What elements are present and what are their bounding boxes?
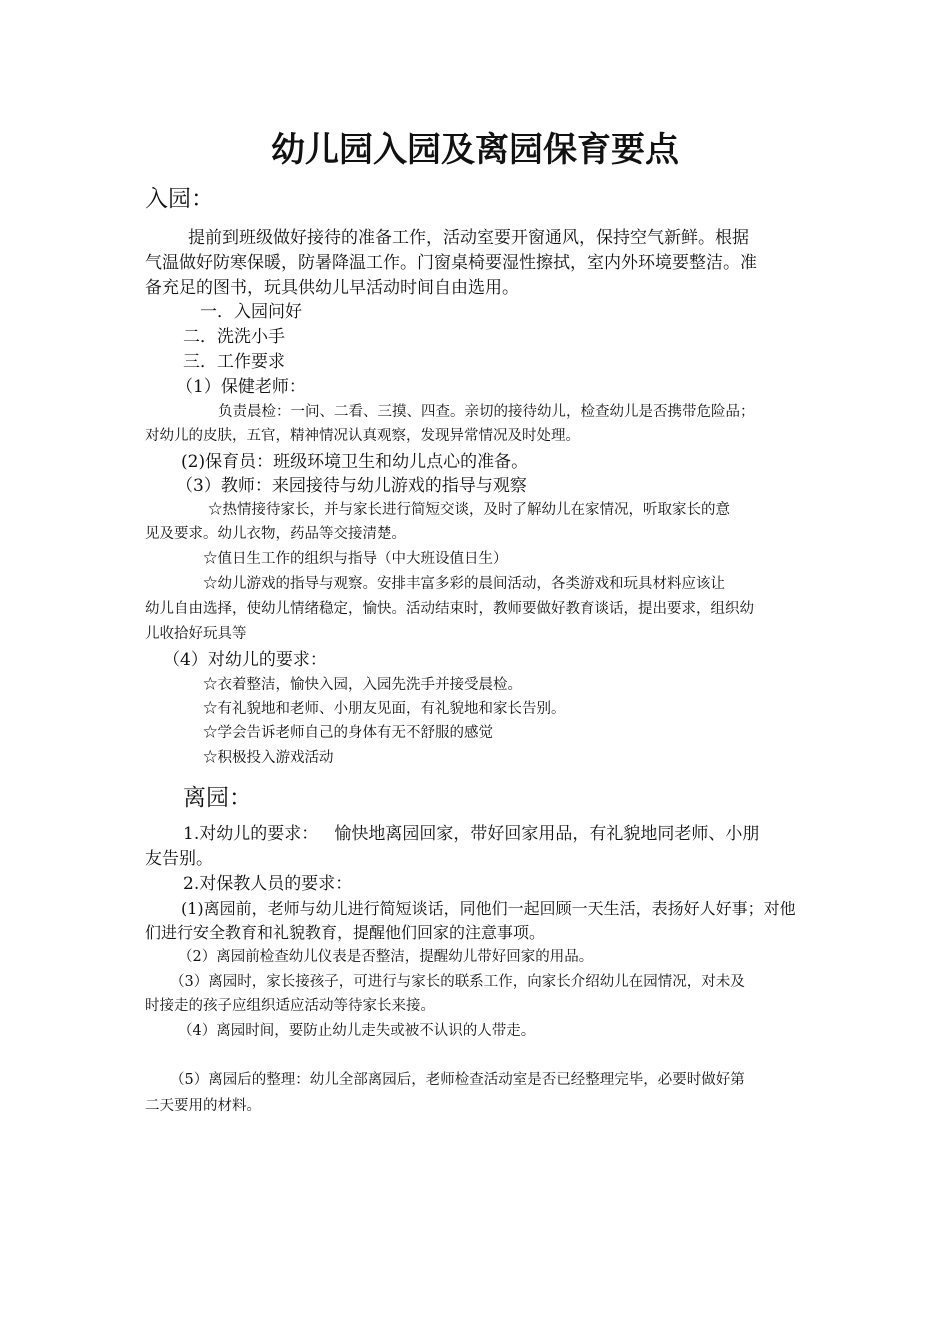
child-req-line: ☆学会告诉老师自己的身体有无不舒服的感觉	[203, 725, 493, 741]
liyuan-p5: （5）离园后的整理：幼儿全部离园后，老师检查活动室是否已经整理完毕，必要时做好第	[170, 1072, 745, 1088]
list-item-handwash: 二．洗洗小手	[183, 327, 285, 347]
liyuan-p5: 二天要用的材料。	[145, 1098, 261, 1114]
child-req-line: ☆衣着整洁，愉快入园，入园先洗手并接受晨检。	[203, 677, 522, 693]
page-title: 幼儿园入园及离园保育要点	[271, 130, 679, 170]
liyuan-p3: （3）离园时，家长接孩子，可进行与家长的联系工作，向家长介绍幼儿在园情况，对未及	[170, 974, 745, 990]
liyuan-child-req: 1.对幼儿的要求： 愉快地离园回家，带好回家用品，有礼貌地同老师、小朋	[183, 824, 760, 844]
intro-line: 气温做好防寒保暖，防暑降温工作。门窗桌椅要湿性擦拭，室内外环境要整洁。准	[145, 253, 757, 273]
teacher-line: ☆值日生工作的组织与指导（中大班设值日生）	[203, 551, 508, 567]
teacher-line: ☆热情接待家长，并与家长进行简短交谈，及时了解幼儿在家情况，听取家长的意	[208, 502, 730, 518]
liyuan-staff-req: 2.对保教人员的要求：	[183, 874, 353, 894]
liyuan-p2: （2）离园前检查幼儿仪表是否整洁，提醒幼儿带好回家的用品。	[178, 949, 594, 965]
teacher-line: 儿收拾好玩具等	[145, 626, 247, 642]
intro-line: 提前到班级做好接待的准备工作，活动室要开窗通风，保持空气新鲜。根据	[188, 228, 749, 248]
teacher-line: ☆幼儿游戏的指导与观察。安排丰富多彩的晨间活动，各类游戏和玩具材料应该让	[203, 576, 725, 592]
teacher-line: 见及要求。幼儿衣物，药品等交接清楚。	[145, 526, 406, 542]
liyuan-p4: （4）离园时间，要防止幼儿走失或被不认识的人带走。	[178, 1023, 536, 1039]
health-teacher-line: 对幼儿的皮肤，五官，精神情况认真观察，发现异常情况及时处理。	[145, 428, 580, 444]
child-req-line: ☆积极投入游戏活动	[203, 750, 334, 766]
liyuan-p3: 时接走的孩子应组织适应活动等待家长来接。	[145, 998, 435, 1014]
health-teacher-label: （1）保健老师：	[176, 377, 306, 397]
liyuan-p1: (1)离园前，老师与幼儿进行简短谈话，同他们一起回顾一天生活，表扬好人好事；对他	[181, 899, 796, 918]
liyuan-child-req: 友告别。	[145, 849, 213, 869]
health-teacher-line: 负责晨检：一问、二看、三摸、四查。亲切的接待幼儿，检查幼儿是否携带危险品；	[218, 404, 755, 420]
intro-line: 备充足的图书，玩具供幼儿早活动时间自由选用。	[145, 278, 519, 298]
teacher-label: （3）教师：来园接待与幼儿游戏的指导与观察	[176, 476, 527, 496]
liyuan-p1: 们进行安全教育和礼貌教育，提醒他们回家的注意事项。	[145, 923, 546, 942]
care-staff-line: (2)保育员：班级环境卫生和幼儿点心的准备。	[181, 452, 529, 472]
child-req-label: （4）对幼儿的要求：	[163, 650, 327, 670]
list-item-work-requirements: 三．工作要求	[183, 352, 285, 372]
child-req-line: ☆有礼貌地和老师、小朋友见面，有礼貌地和家长告别。	[203, 701, 566, 717]
list-item-greeting: 一．入园问好	[200, 302, 302, 322]
teacher-line: 幼儿自由选择，使幼儿情绪稳定，愉快。活动结束时，教师要做好教育谈话，提出要求，组织幼	[145, 601, 754, 617]
section-heading-ruyuan: 入园：	[145, 186, 214, 212]
section-heading-liyuan: 离园：	[183, 785, 252, 811]
